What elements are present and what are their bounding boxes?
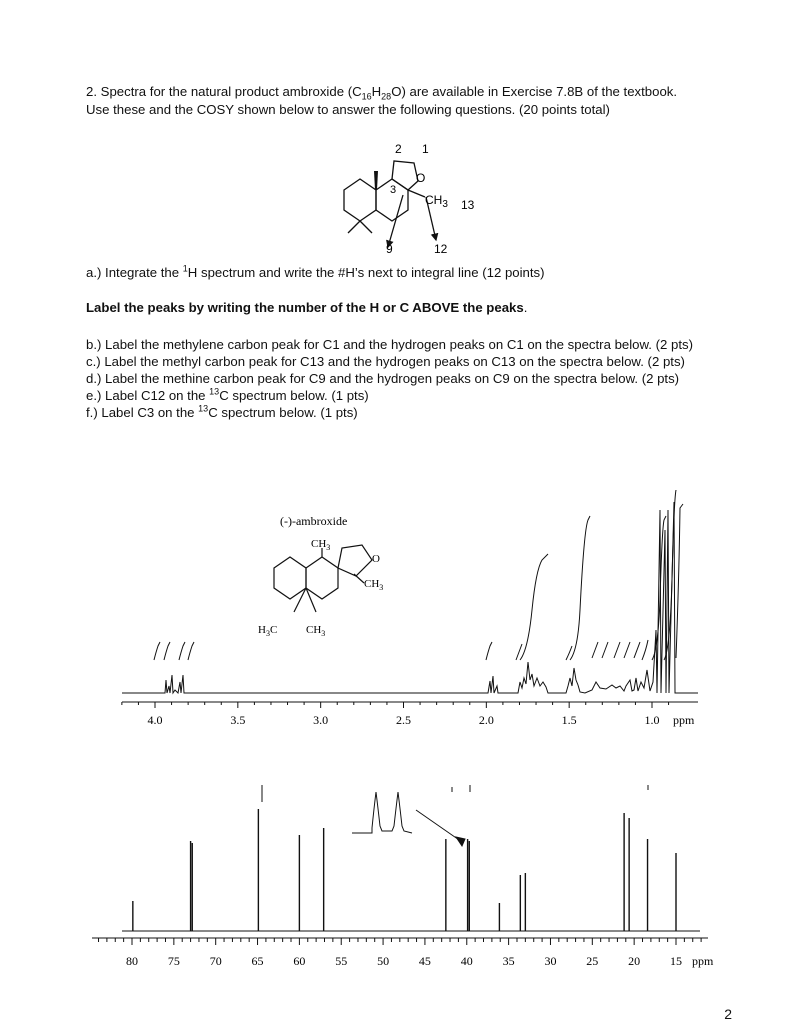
h-axis-label: 3.5: [230, 713, 246, 727]
instruction-end: .: [523, 300, 528, 315]
c-nmr-spectrum: [0, 770, 802, 980]
instruction: [86, 299, 527, 316]
c-axis-unit: ppm: [692, 954, 714, 968]
c-axis-label: 75: [167, 954, 180, 968]
part-b: b.) Label the methylene carbon peak for C1 and the hydrogen peaks on C1 on the spectra below. (2 pts): [86, 337, 694, 352]
question-line2: Use these and the COSY shown below to answer the following questions. (20 points total): [86, 102, 610, 117]
c-axis-label: 60: [293, 954, 306, 968]
c-axis-label: 35: [502, 954, 515, 968]
h-axis-label: 2.5: [396, 713, 411, 727]
inset-ch3-top-sub: 3: [326, 543, 331, 552]
part-e-sup: 13: [209, 386, 220, 397]
part-f: [86, 404, 358, 421]
h-axis-label: 1.5: [561, 713, 577, 727]
structure-label-1: 1: [422, 142, 429, 156]
part-c: c.) Label the methyl carbon peak for C13 and the hydrogen peaks on C13 on the spectra below. (2 pts): [86, 354, 685, 369]
c-spectrum-peaks: [133, 809, 676, 931]
structure-ch3-sub: 3: [442, 199, 448, 210]
c-axis-label: 70: [209, 954, 222, 968]
inset-h3c-h: H: [258, 624, 266, 636]
question-intro-b: O) are available in Exercise 7.8B of the textbook.: [391, 84, 678, 99]
part-e: [86, 387, 369, 404]
structure-label-3: 3: [390, 184, 397, 196]
question-intro-a: 2. Spectra for the natural product ambroxide (C: [86, 84, 362, 99]
part-e-after: C spectrum below. (1 pts): [219, 388, 369, 403]
h-spectrum-axis: [122, 702, 698, 727]
structure-ch3: CH: [425, 193, 443, 207]
part-e-before: e.) Label C12 on the: [86, 388, 210, 403]
inset-oxygen: O: [372, 553, 380, 565]
part-a-after: H spectrum and write the #H’s next to integral line (12 points): [187, 265, 545, 280]
structure-oxygen: O: [416, 171, 426, 185]
part-f-after: C spectrum below. (1 pts): [208, 405, 358, 420]
c-axis-label: 80: [126, 954, 138, 968]
inset-ch3-right-sub: 3: [379, 583, 384, 592]
inset-h3c-sub: 3: [265, 629, 270, 638]
c-axis-label: 55: [335, 954, 348, 968]
c-axis-label: 20: [628, 954, 641, 968]
c-axis-label: 45: [418, 954, 431, 968]
structure-label-13: 13: [461, 198, 475, 212]
h-axis-unit: ppm: [673, 713, 695, 727]
h-axis-label: 4.0: [147, 713, 163, 727]
formula-sub-c: 16: [361, 91, 372, 102]
h-axis-label: 1.0: [644, 713, 660, 727]
inset-ch3-bottom: CH: [306, 624, 322, 636]
c-axis-label: 30: [544, 954, 557, 968]
ambroxide-structure: [330, 135, 530, 260]
c-axis-label: 40: [460, 954, 473, 968]
svg-text:CH3: [311, 538, 330, 552]
part-d: d.) Label the methine carbon peak for C9 and the hydrogen peaks on C9 on the spectra below. (2 pts): [86, 371, 680, 386]
inset-ch3-top: CH: [311, 538, 327, 550]
h-axis-label: 2.0: [478, 713, 494, 727]
c-axis-label: 15: [670, 954, 682, 968]
h-nmr-spectrum: [0, 490, 802, 750]
svg-text:H3C: [258, 624, 277, 638]
part-a: [86, 264, 545, 281]
structure-label-12: 12: [434, 242, 448, 256]
part-f-sup: 13: [198, 403, 209, 414]
inset-ch3-right: CH: [364, 578, 380, 590]
part-a-sup: 1: [182, 263, 188, 274]
c-spectrum-axis: [92, 938, 714, 968]
question-intro: [86, 83, 677, 100]
inset-title: (-)-ambroxide: [280, 514, 348, 528]
h-spectrum-trace: [122, 490, 698, 693]
c-axis-label: 65: [251, 954, 264, 968]
formula-sub-h: 28: [381, 91, 392, 102]
page-number: 2: [724, 1006, 732, 1022]
inset-structure: [274, 545, 372, 612]
svg-text:CH3: [364, 578, 383, 592]
instruction-text: Label the peaks by writing the number of the H or C ABOVE the peaks: [86, 300, 524, 315]
h-axis-label: 3.0: [313, 713, 329, 727]
c-axis-label: 50: [377, 954, 390, 968]
formula-h: H: [371, 84, 382, 99]
c-axis-label: 25: [586, 954, 599, 968]
inset-h3c-c: C: [269, 624, 278, 636]
structure-label-9: 9: [386, 242, 393, 256]
part-f-before: f.) Label C3 on the: [86, 405, 199, 420]
inset-ch3-bottom-sub: 3: [321, 629, 326, 638]
svg-text:CH3: [306, 624, 325, 638]
part-a-before: a.) Integrate the: [86, 265, 183, 280]
c-spectrum-decor: [262, 785, 648, 846]
structure-label-2: 2: [395, 142, 402, 156]
